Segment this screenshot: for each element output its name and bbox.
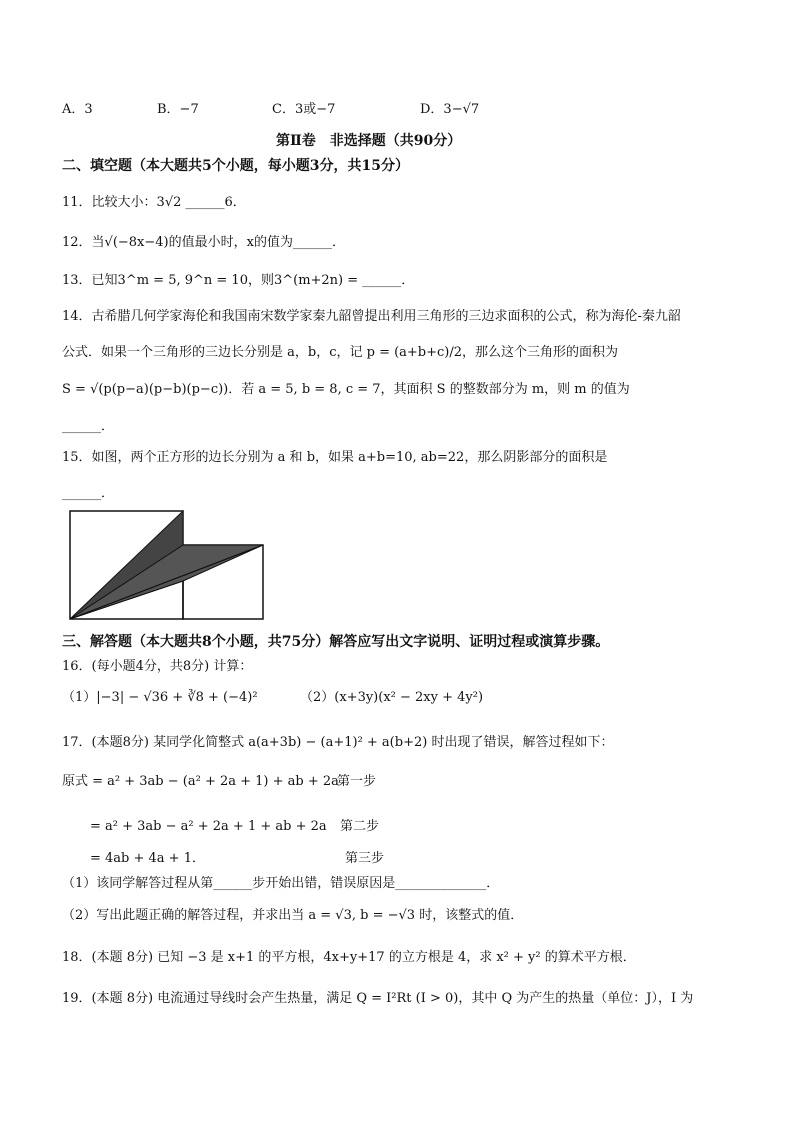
question-16-intro: 16．(每小题4分，共8分) 计算： [62,659,253,674]
option-d: D．3−√7 [420,102,480,117]
q17-step3-label: 第三步 [345,851,385,866]
q17-subquestion-2: （2）写出此题正确的解答过程，并求出当 a = √3, b = −√3 时，该整式的值． [62,908,524,923]
option-a: A．3 [62,102,93,117]
q17-step3-expr: = 4ab + 4a + 1． [90,851,205,866]
part2-heading: 第Ⅱ卷 非选择题（共90分） [276,133,462,149]
question-16-part1: （1）|−3| − √36 + ∛8 + (−4)² [62,690,258,705]
q17-step1-expr: 原式 = a² + 3ab − (a² + 2a + 1) + ab + 2a [62,774,339,789]
q17-step2-expr: = a² + 3ab − a² + 2a + 1 + ab + 2a [90,819,327,834]
squares-figure [66,508,270,622]
question-11: 11．比较大小：3√2 ______6． [62,195,246,210]
question-14-line3: S = √(p(p−a)(p−b)(p−c))．若 a = 5, b = 8, c = 7，其面积 S 的整数部分为 m，则 m 的值为 [62,382,630,397]
question-17-intro: 17．(本题8分) 某同学化简整式 a(a+3b) − (a+1)² + a(b+2) 时出现了错误，解答过程如下： [62,735,614,750]
q17-step1-label: 第一步 [337,774,377,789]
q17-step2-label: 第二步 [340,819,380,834]
section2-title: 二、填空题（本大题共5个小题，每小题3分，共15分） [62,158,409,174]
section3-title: 三、解答题（本大题共8个小题，共75分）解答应写出文字说明、证明过程或演算步骤。 [62,634,610,650]
q17-subquestion-1: （1）该同学解答过程从第______步开始出错，错误原因是______________． [62,876,500,891]
question-13: 13．已知3^m = 5, 9^n = 10，则3^(m+2n) = ______． [62,273,415,288]
option-c: C．3或−7 [272,102,336,117]
question-12: 12．当√(−8x−4)的值最小时，x的值为______． [62,235,345,250]
question-14-line4: ______． [62,419,115,434]
question-14-line1: 14．古希腊几何学家海伦和我国南宋数学家秦九韶曾提出利用三角形的三边求面积的公式，称为海伦-秦九韶 [62,309,681,324]
question-15-line2: ______． [62,486,115,501]
option-b: B．−7 [157,102,199,117]
question-15-line1: 15．如图，两个正方形的边长分别为 a 和 b，如果 a+b=10, ab=22，那么阴影部分的面积是 [62,450,608,465]
question-14-line2: 公式．如果一个三角形的三边长分别是 a，b，c，记 p = (a+b+c)/2，那么这个三角形的面积为 [62,345,619,360]
question-19: 19．(本题 8分) 电流通过导线时会产生热量，满足 Q = I²Rt (I > 0)，其中 Q 为产生的热量（单位：J），I 为 [62,991,694,1006]
question-18: 18．(本题 8分) 已知 −3 是 x+1 的平方根，4x+y+17 的立方根是 4，求 x² + y² 的算术平方根． [62,950,636,965]
question-16-part2: （2）(x+3y)(x² − 2xy + 4y²) [300,690,484,705]
